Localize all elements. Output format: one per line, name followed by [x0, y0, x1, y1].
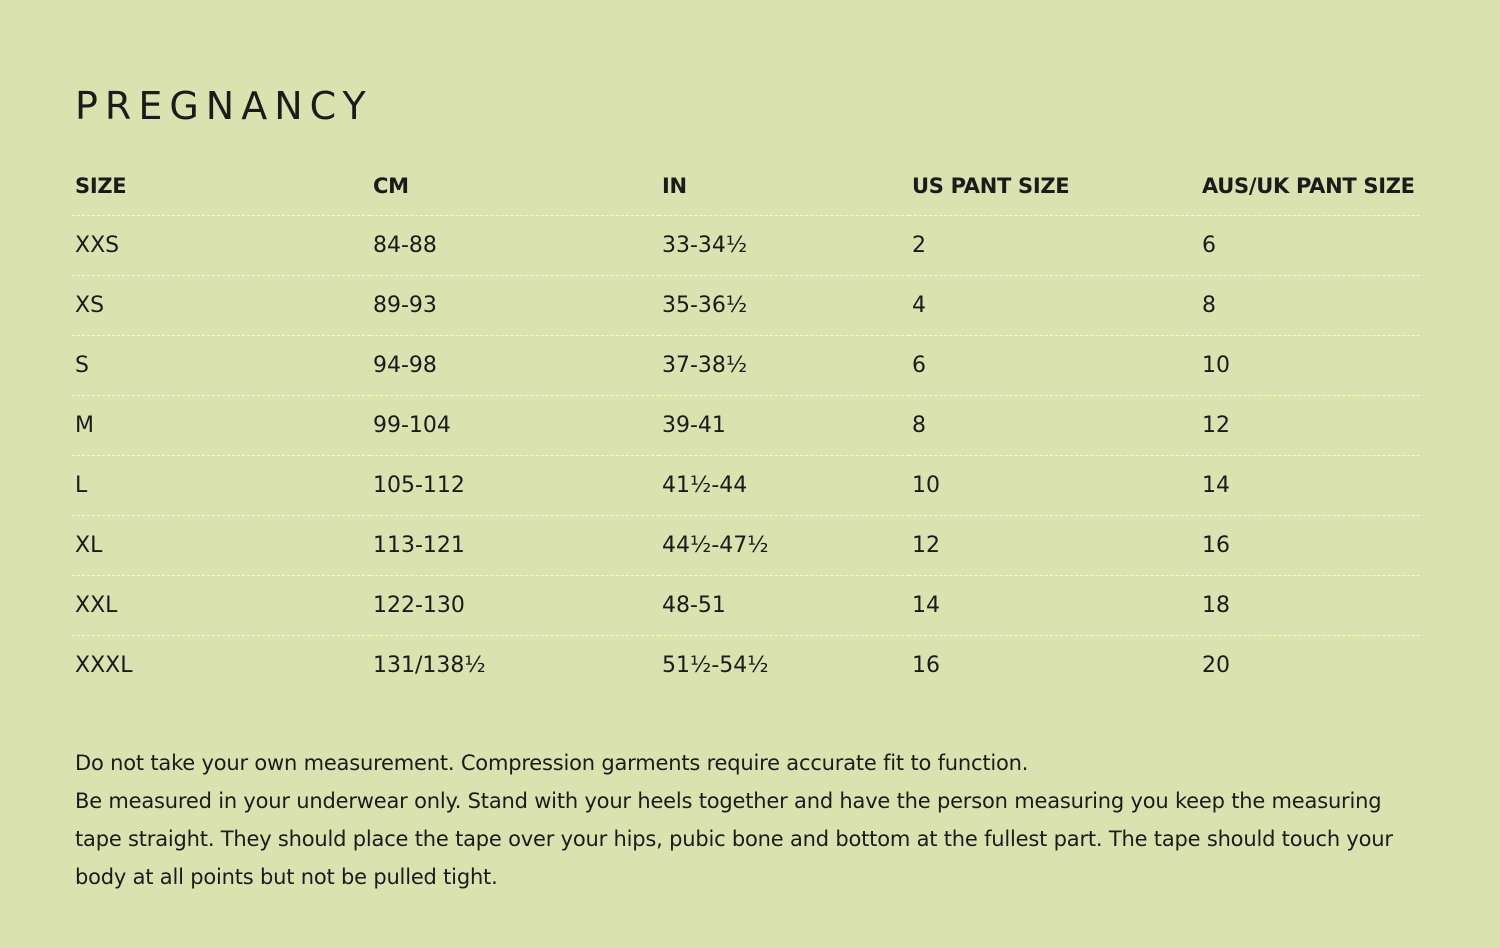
aus-uk-pant-size-cell: 12	[1199, 396, 1420, 456]
header-us-pant-size: US PANT SIZE	[909, 156, 1199, 216]
us-pant-size-cell: 14	[909, 576, 1199, 636]
in-cell: 37-38½	[659, 336, 909, 396]
table-row	[72, 576, 1420, 636]
in-cell: 48-51	[659, 576, 909, 636]
us-pant-size-cell: 2	[909, 216, 1199, 276]
aus-uk-pant-size-cell: 8	[1199, 276, 1420, 336]
size-cell: XXXL	[75, 653, 133, 678]
cm-cell: 131/138½	[373, 653, 486, 678]
aus-uk-pant-size-cell: 20	[1202, 653, 1230, 678]
cm-cell: 122-130	[370, 576, 659, 636]
size-cell: XXS	[72, 216, 370, 276]
table-body	[72, 216, 1420, 696]
cm-cell: 94-98	[370, 336, 659, 396]
cm-cell: 105-112	[370, 456, 659, 516]
aus-uk-pant-size-cell: 6	[1199, 216, 1420, 276]
header-aus-uk-pant-size: AUS/UK PANT SIZE	[1199, 156, 1420, 216]
header-size: SIZE	[72, 156, 370, 216]
in-cell: 33-34½	[659, 216, 909, 276]
size-cell: XXL	[72, 576, 370, 636]
header-in: IN	[659, 156, 909, 216]
us-pant-size-cell: 16	[912, 653, 940, 678]
table-header	[72, 156, 1420, 216]
size-cell: XL	[72, 516, 370, 576]
table-row	[72, 396, 1420, 456]
cm-cell: 89-93	[370, 276, 659, 336]
in-cell: 44½-47½	[659, 516, 909, 576]
size-cell: L	[72, 456, 370, 516]
in-cell: 39-41	[659, 396, 909, 456]
aus-uk-pant-size-cell: 10	[1199, 336, 1420, 396]
table-row	[72, 276, 1420, 336]
table-row	[72, 516, 1420, 576]
header-row	[72, 156, 1420, 216]
header-cm: CM	[370, 156, 659, 216]
measurement-warning: Do not take your own measurement. Compression garments require accurate fit to function.	[75, 751, 1029, 775]
cm-cell: 113-121	[370, 516, 659, 576]
in-cell: 51½-54½	[662, 653, 769, 678]
pregnancy-size-table	[72, 156, 1420, 695]
in-cell: 41½-44	[659, 456, 909, 516]
us-pant-size-cell: 4	[909, 276, 1199, 336]
cm-cell: 84-88	[370, 216, 659, 276]
measurement-notes	[75, 744, 1410, 896]
aus-uk-pant-size-cell: 16	[1199, 516, 1420, 576]
size-cell: M	[72, 396, 370, 456]
aus-uk-pant-size-cell: 18	[1199, 576, 1420, 636]
us-pant-size-cell: 6	[909, 336, 1199, 396]
page-title: PREGNANCY	[75, 84, 373, 128]
us-pant-size-cell: 12	[909, 516, 1199, 576]
table-row	[72, 636, 1420, 696]
table-row	[72, 216, 1420, 276]
measurement-instructions: Be measured in your underwear only. Stand with your heels together and have the person measuring you keep the measuring tape straight. They should place the tape over your hips, pubic bone and bottom at the fullest part. The tape should touch your body at all points but not be pulled tight.	[75, 789, 1393, 889]
table-row	[72, 456, 1420, 516]
us-pant-size-cell: 10	[909, 456, 1199, 516]
in-cell: 35-36½	[659, 276, 909, 336]
size-cell: S	[72, 336, 370, 396]
table-row	[72, 336, 1420, 396]
aus-uk-pant-size-cell: 14	[1199, 456, 1420, 516]
us-pant-size-cell: 8	[909, 396, 1199, 456]
size-cell: XS	[72, 276, 370, 336]
cm-cell: 99-104	[370, 396, 659, 456]
